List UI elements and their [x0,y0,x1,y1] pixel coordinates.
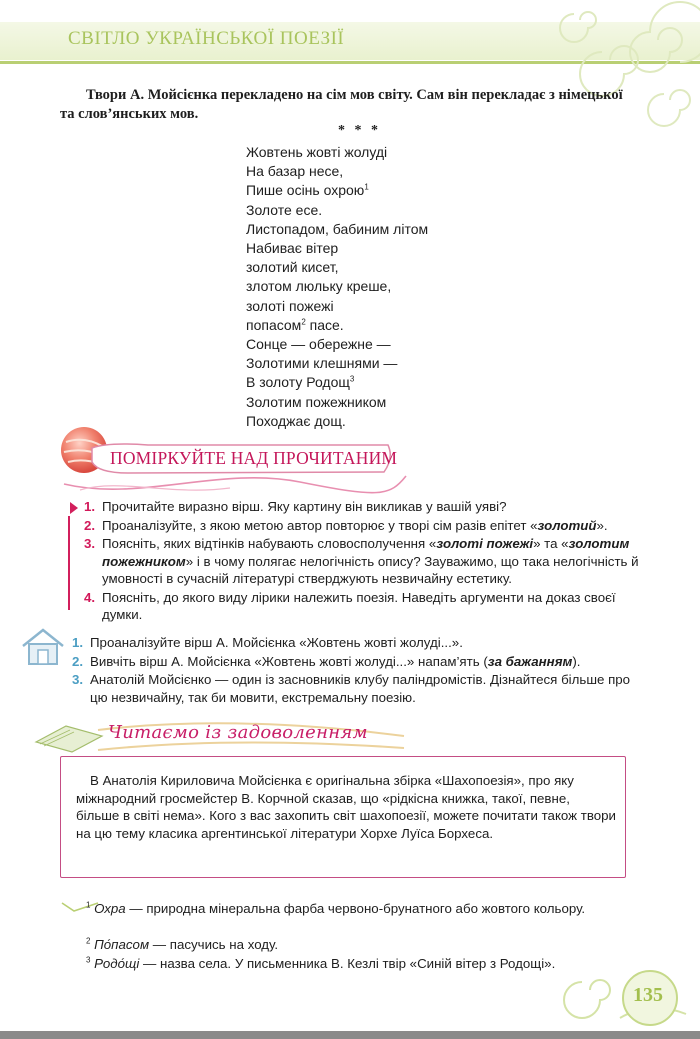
page-number-swirl-icon [560,930,690,1030]
questions-sidebar-line [68,516,70,610]
poem-line: золоті пожежі [246,297,334,314]
poem-line: Пише осінь охрою$^1$ [246,182,369,199]
homework-item: 1. Проаналізуйте вірш А. Мойсієнка «Жовтень жовті жолуді...». [72,635,463,650]
intro-paragraph: Твори А. Мойсієнка перекладено на сім мов світу. Сам він перекладає з німецької та слов’янських мов. [60,87,623,122]
poem [246,143,428,431]
bottom-bar [0,1031,700,1039]
footnote-mark: 3 [349,374,355,384]
poem-line: попасом$^2$ пасе. [246,316,344,333]
section-title-ponder: ПОМІРКУЙТЕ НАД ПРОЧИТАНИМ [110,448,398,468]
homework-item: 2. Вивчіть вірш А. Мойсієнка «Жовтень жовті жолуді...» напам’ять (за бажанням). [72,653,581,669]
poem-line: золотий кисет, [246,259,339,276]
poem-line: злотом люльку креше, [246,278,392,295]
footnote-mark: 1 [364,182,369,192]
questions-list [84,498,644,625]
poem-line: На базар несе, [246,163,344,180]
footnote-mark: 2 [301,317,306,327]
poem-line: Золоте есе. [246,201,323,218]
footnote-1: $^1$ Охра — природна мінеральна фарба червоно-брунатного або жовтого кольору. [86,900,586,916]
question-item: 2. Проаналізуйте, з якою метою автор повторює у творі сім разів епітет «золотий». [84,517,608,533]
footnote-3: $^3$ Родо́щі — назва села. У письменника В. Кезлі твір «Синій вітер з Родощі». [86,955,556,971]
poem-line: Сонце — обережне — [246,336,391,353]
poem-line: Набиває вітер [246,240,339,257]
question-item: 1. Прочитайте виразно вірш. Яку картину він викликав у вашій уяві? [84,499,507,514]
pink-ribbon-decoration [60,470,410,500]
poem-line: Золотими клешнями — [246,355,398,372]
poem-stars: * * * [338,123,381,138]
triangle-marker-icon [70,502,78,514]
question-item: 3. Поясніть, яких відтінків набувають словосполучення «золоті пожежі» та «золотим пожежником» і в чому полягає нелогічність опису? Зауважимо, що така нелогічність й умовності в сучасній літературі стверджують незвичайну естетику. [84,536,639,586]
running-header-title: СВІТЛО УКРАЇНСЬКОЇ ПОЕЗІЇ [68,28,345,49]
poem-line: Походжає дощ. [246,412,346,429]
page-number: 135 [633,984,663,1006]
homework-list [72,634,632,707]
reading-text: В Анатолія Кириловича Мойсієнка є оригінальна збірка «Шахопоезія», про яку міжнародний гросмейстер В. Корчной сказав, що «рідкісна книжка, такої, певне, більше в світі нема». Кого з вас захопить світ шахопоезії, можете почитати також твори на цю тему класика аргентинської літератури Хорхе Луїса Борхеса. [76,773,616,841]
question-item: 4. Поясніть, до якого виду лірики належить поезія. Наведіть аргументи на доказ своєї думки. [84,589,616,622]
footnote-2: $^2$ По́пасом — пасучись на ходу. [86,936,279,952]
homework-item: 3. Анатолій Мойсієнко — один із засновників клубу паліндромістів. Дізнайтеся більше про цю незвичайну, так би мовити, екстремальну поезію. [72,672,631,705]
poem-line: Жовтень жовті жолуді [246,144,388,160]
house-icon [20,626,66,668]
section-title-reading: Читаємо із задоволенням [108,722,368,743]
poem-line: Листопадом, бабиним літом [246,220,429,237]
poem-line: В золоту Родощ$^3$ [246,374,355,391]
poem-line: Золотим пожежником [246,393,387,410]
